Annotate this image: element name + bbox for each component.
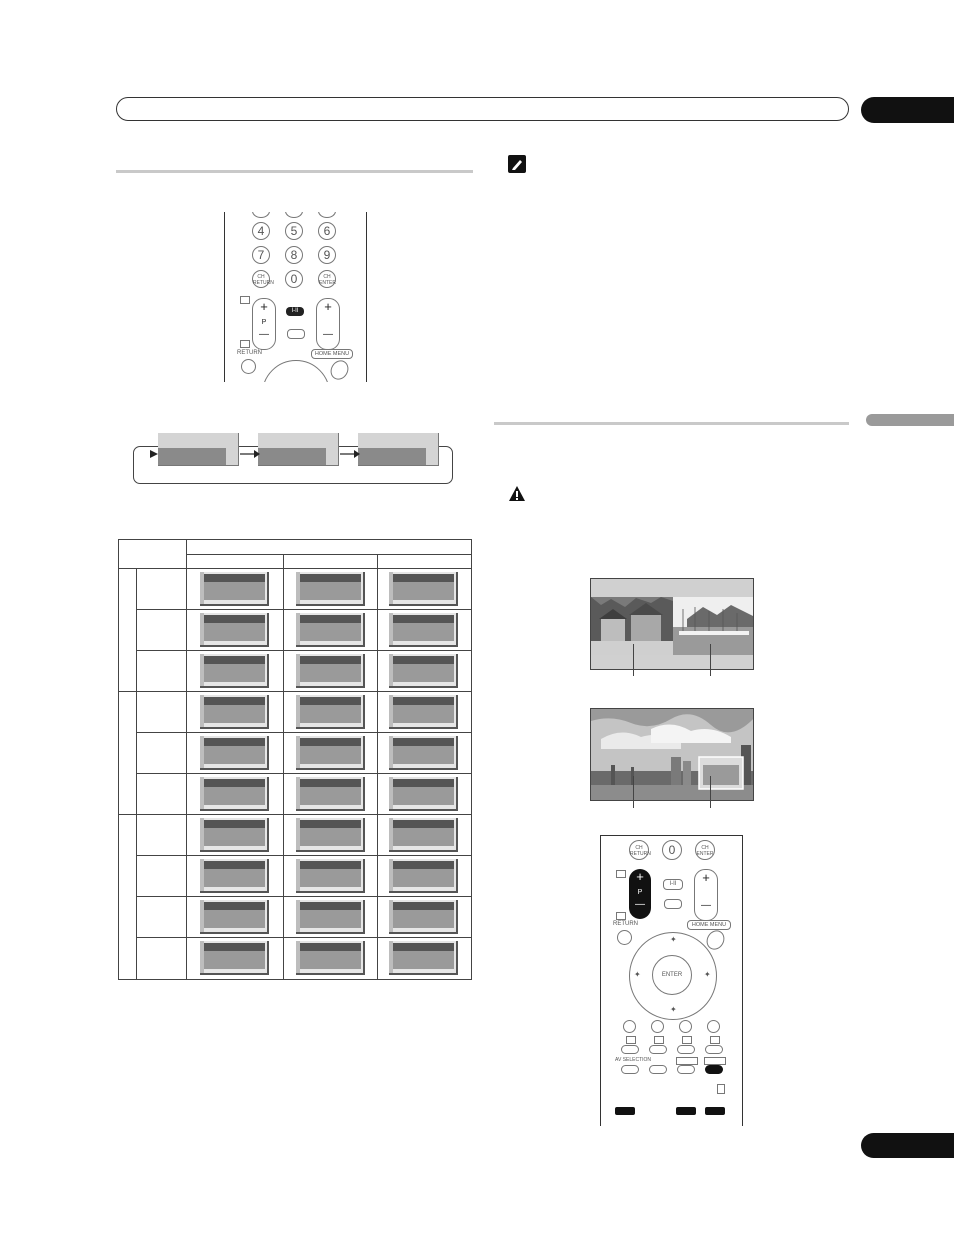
home-menu-button[interactable]: HOME MENU [687,920,731,930]
right-section-rule [494,422,849,425]
remote-button-8[interactable]: 8 [285,246,303,264]
color-button-1[interactable] [623,1020,636,1033]
table-thumb [296,818,365,852]
teletext-mix-button[interactable] [705,1107,725,1115]
remote-control-top [224,212,367,382]
info-icon [717,1084,725,1094]
language-side-tab [866,414,954,426]
table-thumb [200,818,269,852]
remote-button-7[interactable]: 7 [252,246,270,264]
table-thumb [296,736,365,770]
color-button-4[interactable] [707,1020,720,1033]
remote-button-9[interactable]: 9 [318,246,336,264]
callout-line [633,776,634,808]
important-warning-icon [508,485,526,503]
ch-enter-button[interactable]: CH ENTER [318,270,336,288]
freeze-icon [676,1057,698,1065]
table-thumb [296,859,365,893]
cycle-arrows [130,440,450,470]
remote-control-bottom [600,835,743,1126]
table-thumb [389,613,458,647]
teletext-reveal-icon [654,1036,664,1044]
arrow-down-icon: ✦ [670,1005,677,1014]
arrow-left-icon: ✦ [634,970,641,979]
return-button[interactable] [241,359,256,374]
table-thumb [200,613,269,647]
remote-button-0[interactable]: 0 [285,270,303,288]
home-menu-button[interactable]: HOME MENU [311,349,353,359]
return-button[interactable] [617,930,632,945]
freeze-button[interactable] [677,1065,695,1074]
split-screen-photo [590,578,754,670]
return-label: RETURN [237,350,262,356]
callout-line [633,644,634,676]
ch-return-button[interactable]: CH RETURN [252,270,270,288]
table-thumb [389,736,458,770]
subtitle-icon [616,912,626,920]
table-thumb [296,900,365,934]
function-button-3[interactable] [677,1045,695,1054]
table-thumb [389,859,458,893]
direction-pad[interactable] [262,360,330,382]
ch-return-button[interactable]: CH RETURN [629,840,649,860]
mute-button[interactable] [287,329,305,339]
arrow-right-icon: ✦ [704,970,711,979]
left-section-rule [116,170,473,173]
function-button-1[interactable] [621,1045,639,1054]
teletext-size-icon [682,1036,692,1044]
split-screen-button[interactable] [705,1065,723,1074]
p-rocker-button[interactable]: + P — [252,298,276,350]
table-thumb [200,777,269,811]
ch-enter-button[interactable]: CH ENTER [695,840,715,860]
split-screen-icon [704,1057,726,1065]
remote-button-6[interactable]: 6 [318,222,336,240]
av-selection-button[interactable] [621,1065,639,1074]
subtitle-icon [240,340,250,348]
av-selection-label: AV SELECTION [615,1057,652,1063]
table-thumb [296,654,365,688]
direction-pad[interactable] [629,932,717,1020]
teletext-icon [240,296,250,304]
chapter-tab [861,97,954,123]
table-thumb [200,654,269,688]
table-thumb [296,695,365,729]
table-thumb [200,736,269,770]
picture-in-picture-photo [590,708,754,801]
volume-rocker-button[interactable]: + — [316,298,340,350]
table-thumb [296,613,365,647]
table-thumb [200,900,269,934]
color-button-2[interactable] [651,1020,664,1033]
return-label: RETURN [613,921,638,927]
teletext-index-icon [710,1036,720,1044]
table-thumb [389,572,458,606]
table-thumb [200,695,269,729]
callout-line [710,776,711,808]
color-button-3[interactable] [679,1020,692,1033]
remote-button-2[interactable] [285,212,303,218]
remote-button-3[interactable] [318,212,336,218]
remote-button-4[interactable]: 4 [252,222,270,240]
sound-button[interactable]: I-II [286,307,304,316]
remote-button-0[interactable]: 0 [662,840,682,860]
table-thumb [389,777,458,811]
table-thumb [200,572,269,606]
subpage-button[interactable] [676,1107,696,1115]
table-thumb [200,941,269,975]
remote-button-5[interactable]: 5 [285,222,303,240]
table-thumb [389,654,458,688]
callout-line [710,644,711,676]
table-thumb [296,777,365,811]
arrow-up-icon: ✦ [670,935,677,944]
teletext-icon [616,870,626,878]
table-thumb [389,695,458,729]
table-thumb [296,941,365,975]
p-rocker-button[interactable]: + P — [629,869,651,919]
table-thumb [296,572,365,606]
srs-button[interactable] [649,1065,667,1074]
note-pencil-icon [508,155,526,173]
home-menu-shortcut-button[interactable] [327,357,352,382]
teletext-hold-icon [626,1036,636,1044]
sound-button[interactable]: I-II [663,879,683,890]
page-number-tab [861,1133,954,1158]
remote-button-1[interactable] [252,212,270,218]
function-button-2[interactable] [649,1045,667,1054]
table-thumb [200,859,269,893]
volume-rocker-button[interactable]: + — [694,869,718,921]
table-thumb [389,900,458,934]
table-thumb [389,941,458,975]
mute-button[interactable] [664,899,682,909]
enter-button[interactable]: ENTER [652,955,692,995]
table-thumb [389,818,458,852]
function-button-4[interactable] [705,1045,723,1054]
section-header-bar [116,97,849,121]
teletext-mode-button[interactable] [615,1107,635,1115]
